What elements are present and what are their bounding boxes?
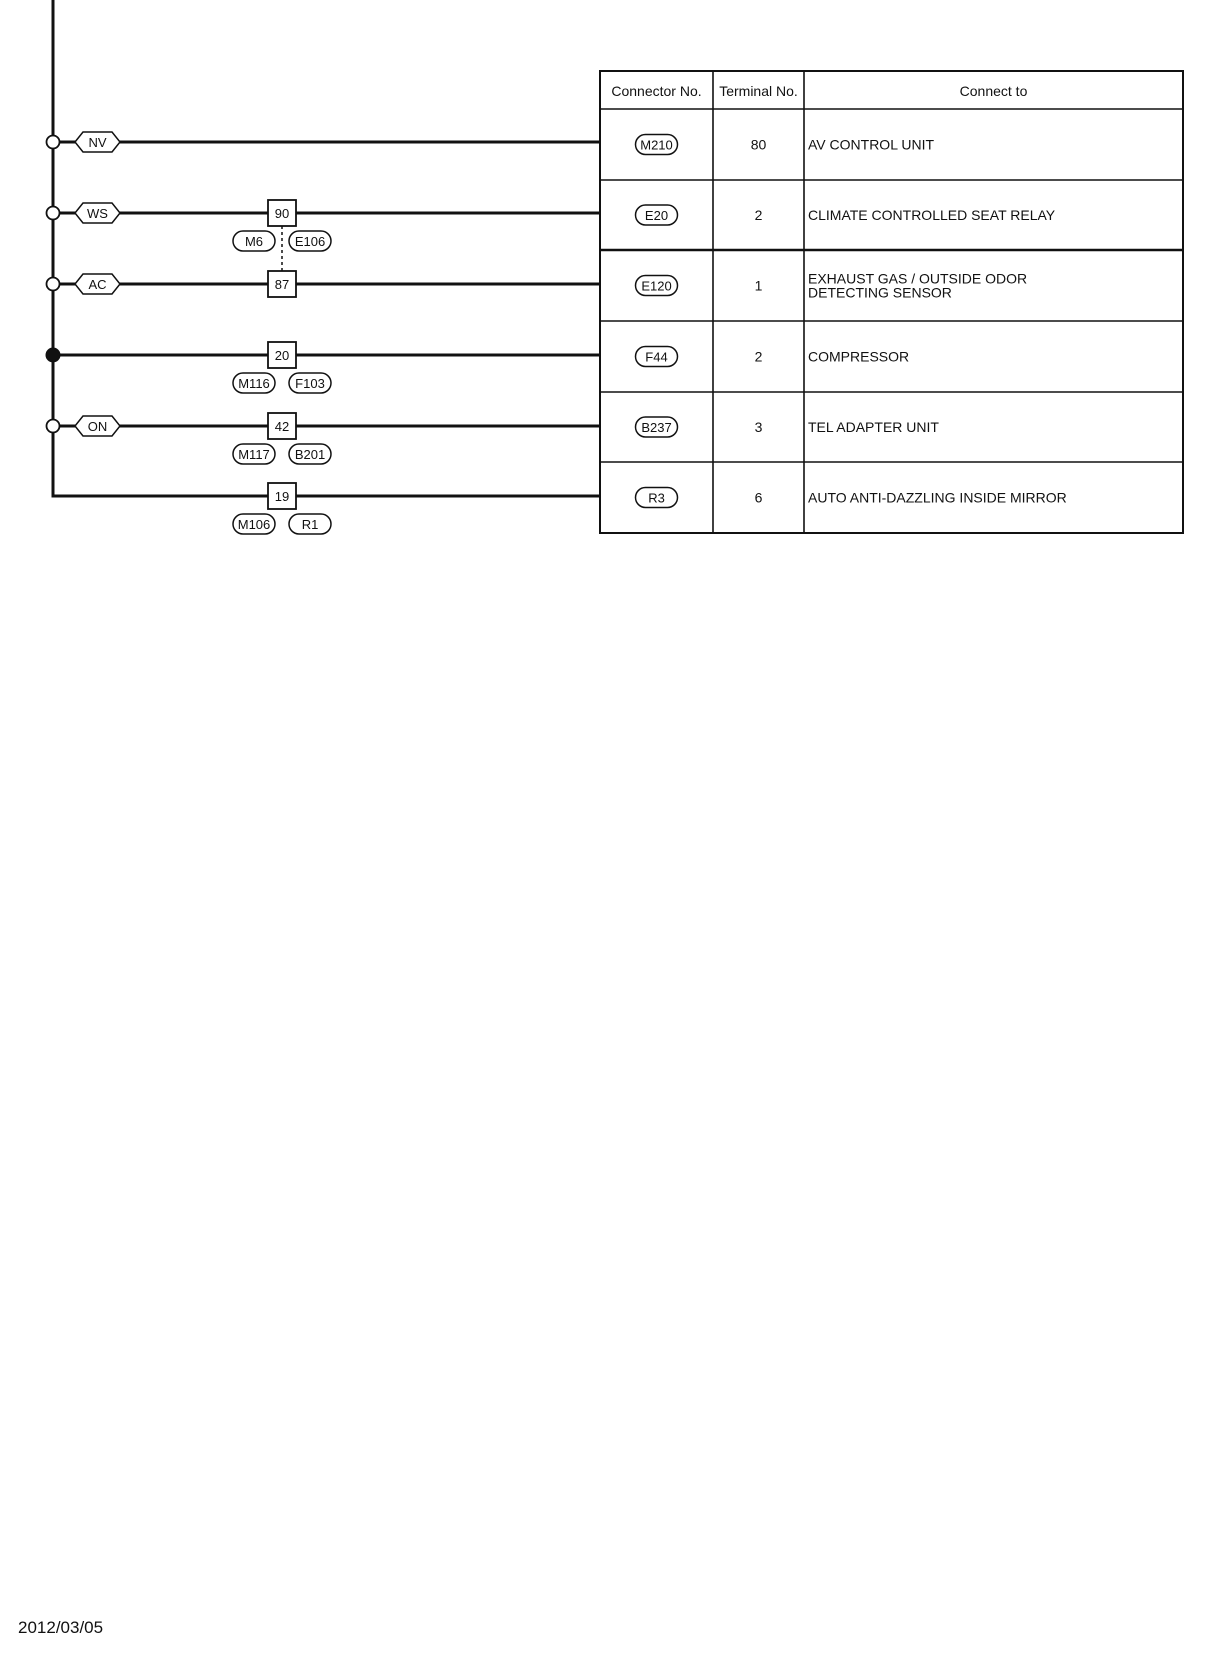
connector-m116-label: M116	[238, 376, 270, 391]
connector-b201-label: B201	[294, 447, 326, 462]
table-terminal: 2	[754, 207, 763, 223]
pin-number: 87	[274, 277, 290, 292]
table-terminal: 2	[754, 348, 763, 365]
pin-number: 20	[274, 348, 290, 363]
table-connect-to-line2: DETECTING SENSOR	[808, 284, 952, 301]
option-label: AC	[88, 277, 107, 292]
table-terminal: 6	[754, 489, 763, 506]
option-label: WS	[87, 206, 108, 221]
connector-e106-label: E106	[294, 234, 326, 249]
table-terminal: 80	[750, 136, 767, 153]
junction-open-1	[47, 136, 60, 149]
table-connector-m210-label: M210	[640, 137, 673, 153]
table-terminal: 1	[754, 277, 763, 294]
connector-m6-label: M6	[244, 234, 264, 249]
header-connector-no: Connector No.	[611, 83, 702, 99]
junction-open-3	[47, 278, 60, 291]
junction-open-5	[47, 420, 60, 433]
connector-r1-label: R1	[301, 517, 319, 532]
table-connector-e20-label: E20	[644, 208, 669, 223]
splice-dot	[46, 348, 60, 362]
table-connect-to: AUTO ANTI-DAZZLING INSIDE MIRROR	[808, 489, 1067, 506]
option-label: ON	[87, 419, 108, 434]
pin-number: 42	[274, 419, 290, 434]
option-label: NV	[88, 135, 107, 150]
connector-m117-label: M117	[238, 447, 270, 462]
wiring-diagram	[0, 0, 1216, 540]
table-connect-to: CLIMATE CONTROLLED SEAT RELAY	[808, 207, 1056, 223]
table-connector-r3-label: R3	[648, 490, 665, 506]
pin-number: 19	[274, 489, 290, 504]
table-connect-to: COMPRESSOR	[808, 348, 910, 365]
footer-date: 2012/03/05	[18, 1618, 104, 1637]
table-connector-f44-label: F44	[645, 349, 668, 365]
table-connect-to: TEL ADAPTER UNIT	[808, 419, 939, 435]
connector-m106-label: M106	[237, 517, 271, 532]
connector-f103-label: F103	[295, 376, 325, 391]
header-terminal-no: Terminal No.	[719, 83, 798, 99]
header-connect-to: Connect to	[959, 83, 1028, 99]
table-connector-e120-label: E120	[641, 278, 672, 294]
table-terminal: 3	[754, 419, 763, 435]
table-connect-to: EXHAUST GAS / OUTSIDE ODOR	[808, 270, 1028, 287]
table-connector-b237-label: B237	[641, 420, 672, 435]
pin-number: 90	[274, 206, 290, 221]
junction-open-2	[47, 207, 60, 220]
table-connect-to: AV CONTROL UNIT	[808, 136, 935, 153]
